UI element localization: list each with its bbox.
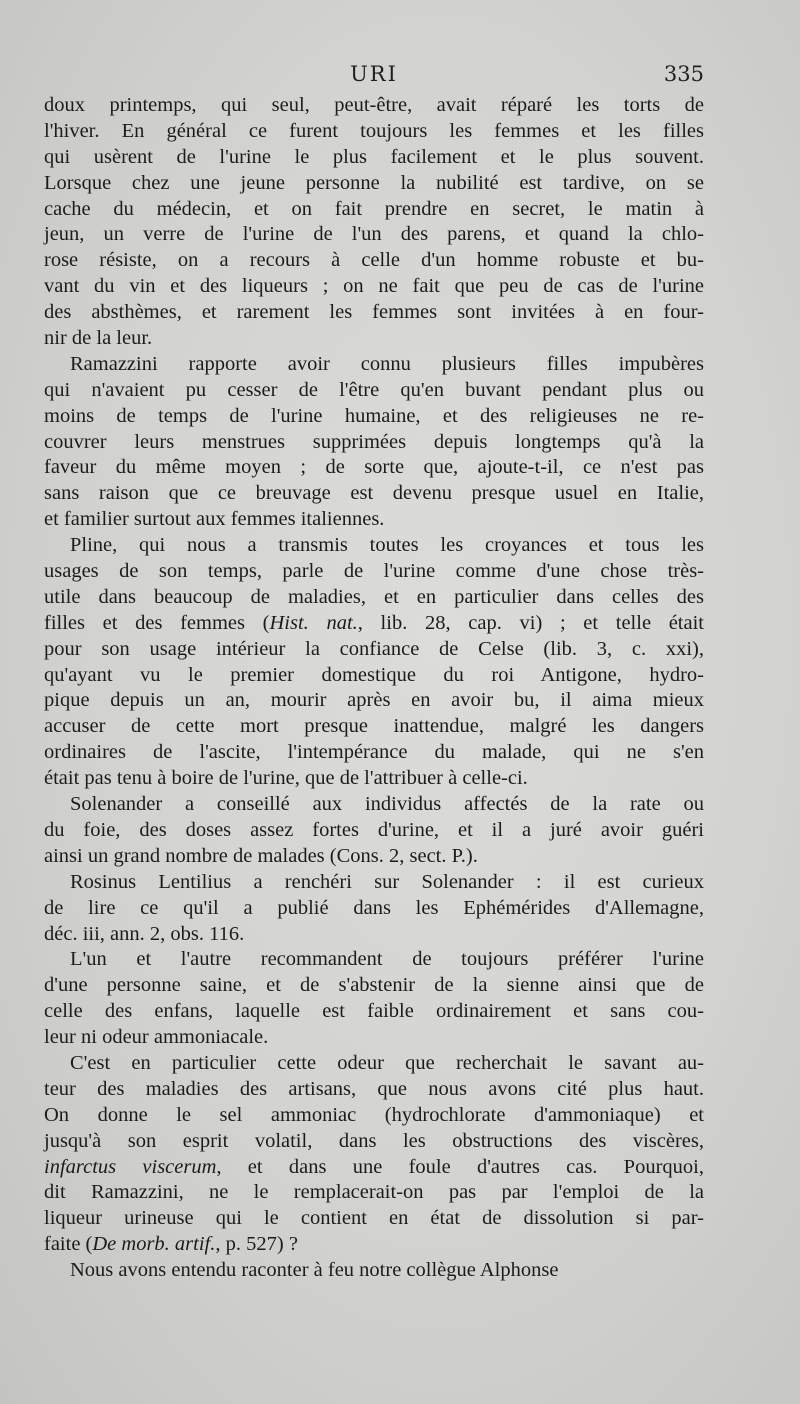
paragraph [44, 792, 704, 870]
text-line: ordinaires de l'ascite, l'intempérance du malade, qui ne s'en [44, 741, 704, 764]
page-body [44, 93, 704, 1284]
text-line: usages de son temps, parle de l'urine comme d'une chose très- [44, 560, 704, 583]
text-line: et familier surtout aux femmes italiennes. [44, 508, 385, 531]
text-line: faite (De morb. artif., p. 527) ? [44, 1233, 298, 1256]
text-line: doux printemps, qui seul, peut-être, avait réparé les torts de [44, 94, 704, 116]
text-line: était pas tenu à boire de l'urine, que de l'attribuer à celle-ci. [44, 767, 528, 790]
text-line: Solenander a conseillé aux individus affectés de la rate ou [70, 793, 704, 816]
text-line: pique depuis un an, mourir après en avoir bu, il aima mieux [44, 689, 704, 712]
text-line: nir de la leur. [44, 327, 153, 350]
text-line: ainsi un grand nombre de malades (Cons. 2, sect. P.). [44, 844, 478, 867]
text-line: moins de temps de l'urine humaine, et des religieuses ne re- [44, 404, 704, 427]
text-line: L'un et l'autre recommandent de toujours préférer l'urine [70, 948, 704, 971]
text-line: infarctus viscerum, et dans une foule d'autres cas. Pourquoi, [44, 1155, 704, 1178]
text-line: faveur du même moyen ; de sorte que, ajoute-t-il, ce n'est pas [44, 456, 704, 479]
page-header [44, 62, 704, 92]
text-line: celle des enfans, laquelle est faible ordinairement et sans cou- [44, 1000, 704, 1023]
text-line: accuser de cette mort presque inattendue, malgré les dangers [44, 715, 704, 738]
text-line: Ramazzini rapporte avoir connu plusieurs filles impubères [70, 352, 704, 375]
text-line: utile dans beaucoup de maladies, et en particulier dans celles des [44, 585, 704, 608]
page-number: 335 [663, 62, 704, 86]
paragraph [44, 533, 704, 792]
running-head: URI [350, 62, 398, 86]
text-line: cache du médecin, et on fait prendre en secret, le matin à [44, 197, 704, 220]
text-line: jusqu'à son esprit volatil, dans les obstructions des viscères, [44, 1129, 704, 1152]
text-line: jeun, un verre de l'urine de l'un des parens, et quand la chlo- [44, 223, 704, 246]
text-line: On donne le sel ammoniac (hydrochlorate d'ammoniaque) et [44, 1103, 704, 1126]
text-line: pour son usage intérieur la confiance de Celse (lib. 3, c. xxi), [44, 637, 704, 660]
text-line: des absthèmes, et rarement les femmes sont invitées à en four- [44, 301, 704, 324]
text-line: Rosinus Lentilius a renchéri sur Solenander : il est curieux [70, 870, 704, 893]
paragraph [44, 93, 704, 352]
text-line: leur ni odeur ammoniacale. [44, 1026, 269, 1049]
text-line: du foie, des doses assez fortes d'urine, et il a juré avoir guéri [44, 818, 704, 841]
text-line: couvrer leurs menstrues supprimées depuis longtemps qu'à la [44, 430, 704, 453]
text-line: sans raison que ce breuvage est devenu presque usuel en Italie, [44, 482, 704, 505]
paragraph [44, 1051, 704, 1258]
text-line: déc. iii, ann. 2, obs. 116. [44, 922, 245, 945]
text-line: liqueur urineuse qui le contient en état de dissolution si par- [44, 1207, 704, 1230]
text-line: teur des maladies des artisans, que nous avons cité plus haut. [44, 1077, 704, 1100]
text-line: rose résiste, on a recours à celle d'un homme robuste et bu- [44, 249, 704, 272]
text-line: Pline, qui nous a transmis toutes les croyances et tous les [70, 534, 704, 557]
text-line: de lire ce qu'il a publié dans les Ephémérides d'Allemagne, [44, 896, 704, 919]
text-line: C'est en particulier cette odeur que recherchait le savant au- [70, 1051, 704, 1074]
text-line: d'une personne saine, et de s'abstenir de la sienne ainsi que de [44, 974, 704, 997]
text-line: l'hiver. En général ce furent toujours les femmes et les filles [44, 119, 704, 142]
text-line: filles et des femmes (Hist. nat., lib. 28, cap. vi) ; et telle était [44, 611, 704, 634]
text-line: Lorsque chez une jeune personne la nubilité est tardive, on se [44, 171, 704, 194]
paragraph [44, 870, 704, 948]
paragraph [44, 947, 704, 1051]
text-line: Nous avons entendu raconter à feu notre collègue Alphonse [70, 1259, 559, 1282]
paragraph [44, 352, 704, 533]
text-line: qui n'avaient pu cesser de l'être qu'en buvant pendant plus ou [44, 378, 704, 401]
paragraph [44, 1258, 704, 1284]
text-line: qu'ayant vu le premier domestique du roi Antigone, hydro- [44, 663, 704, 686]
text-line: dit Ramazzini, ne le remplacerait-on pas par l'emploi de la [44, 1181, 704, 1204]
text-line: qui usèrent de l'urine le plus facilement et le plus souvent. [44, 145, 704, 168]
text-line: vant du vin et des liqueurs ; on ne fait que peu de cas de l'urine [44, 275, 704, 298]
